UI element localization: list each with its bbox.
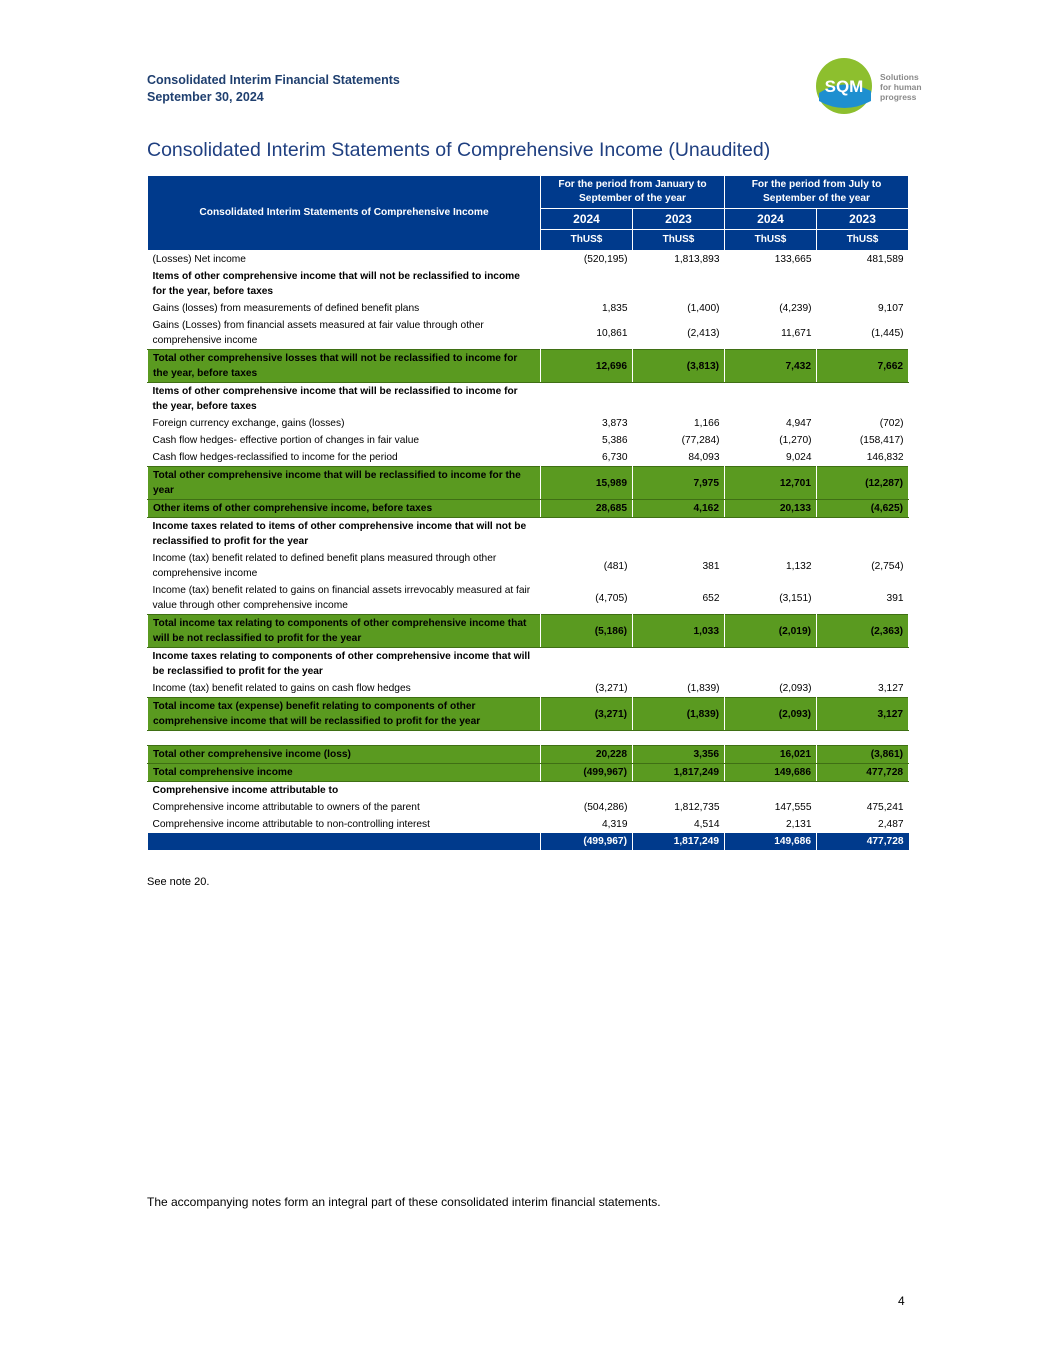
tagline-3: progress bbox=[880, 92, 917, 102]
cell-value: 4,162 bbox=[633, 500, 725, 518]
cell-value: 391 bbox=[886, 592, 904, 604]
cell-value: 11,671 bbox=[781, 327, 812, 339]
cell-value: (4,239) bbox=[779, 303, 812, 314]
cell-value: 1,033 bbox=[633, 615, 725, 648]
period-header-jul-sep: For the period from July to September of the year bbox=[725, 176, 909, 209]
cell-value: (2,363) bbox=[817, 615, 909, 648]
cell-value: 7,975 bbox=[633, 467, 725, 500]
see-note: See note 20. bbox=[147, 876, 210, 888]
row-label: Cash flow hedges-reclassified to income for the period bbox=[152, 452, 398, 463]
cell-value: (3,813) bbox=[633, 350, 725, 383]
row-label: Cash flow hedges- effective portion of changes in fair value bbox=[152, 435, 420, 446]
section-heading-row bbox=[148, 518, 909, 551]
subtotal-row bbox=[148, 615, 909, 648]
cell-value: 3,127 bbox=[817, 698, 909, 731]
cell-value: (2,754) bbox=[871, 560, 904, 572]
cell-value: 15,989 bbox=[541, 467, 633, 500]
cell-value: (158,417) bbox=[859, 435, 904, 446]
cell-value: 149,686 bbox=[725, 833, 817, 850]
cell-value: 1,166 bbox=[694, 418, 720, 429]
cell-value: 84,093 bbox=[688, 452, 720, 463]
cell-value: (77,284) bbox=[681, 435, 720, 446]
row-label: Total other comprehensive losses that will not be reclassified to income for the year, before taxes bbox=[148, 350, 541, 383]
cell-value: 20,133 bbox=[725, 500, 817, 518]
cell-value: (520,195) bbox=[583, 254, 628, 265]
cell-value: (1,839) bbox=[633, 698, 725, 731]
cell-value: (5,186) bbox=[541, 615, 633, 648]
header-line-2: September 30, 2024 bbox=[147, 90, 264, 104]
cell-value: (2,093) bbox=[779, 683, 812, 694]
grand-total-row bbox=[148, 833, 909, 850]
cell-value: 10,861 bbox=[596, 327, 628, 339]
table-row bbox=[148, 550, 909, 582]
subtotal-row bbox=[148, 467, 909, 500]
cell-value: 2,131 bbox=[786, 819, 812, 830]
cell-value: 1,817,249 bbox=[633, 833, 725, 850]
cell-value: 4,319 bbox=[602, 819, 628, 830]
total-row bbox=[148, 764, 909, 782]
cell-value: 1,132 bbox=[786, 560, 812, 572]
subtotal-row bbox=[148, 698, 909, 731]
logo-text: SQM bbox=[824, 77, 864, 96]
year-header: 2023 bbox=[817, 209, 909, 230]
row-label: Total comprehensive income bbox=[148, 764, 541, 782]
document-header bbox=[147, 72, 400, 106]
row-label: (Losses) Net income bbox=[152, 254, 246, 265]
unit-header: ThUS$ bbox=[817, 230, 909, 251]
cell-value: 3,356 bbox=[633, 746, 725, 764]
spacer-row bbox=[148, 731, 909, 746]
total-row bbox=[148, 746, 909, 764]
cell-value: (504,286) bbox=[583, 802, 628, 813]
cell-value: (2,413) bbox=[687, 327, 720, 339]
cell-value: 28,685 bbox=[541, 500, 633, 518]
row-label: Comprehensive income attributable to non-controlling interest bbox=[152, 819, 430, 830]
table-row bbox=[148, 582, 909, 615]
cell-value: (3,861) bbox=[817, 746, 909, 764]
cell-value: (4,625) bbox=[817, 500, 909, 518]
comprehensive-income-table bbox=[147, 175, 909, 850]
cell-value: 481,589 bbox=[866, 254, 904, 265]
row-label: Gains (losses) from measurements of defined benefit plans bbox=[152, 303, 420, 314]
cell-value: 381 bbox=[702, 560, 720, 572]
cell-value: 1,817,249 bbox=[633, 764, 725, 782]
tagline-1: Solutions bbox=[880, 72, 919, 82]
year-header: 2024 bbox=[541, 209, 633, 230]
tagline-2: for human bbox=[880, 82, 922, 92]
cell-value: 1,812,735 bbox=[674, 802, 720, 813]
cell-value: (2,019) bbox=[725, 615, 817, 648]
table-row bbox=[148, 300, 909, 317]
cell-value: (3,271) bbox=[541, 698, 633, 731]
row-label: Total income tax (expense) benefit relating to components of other comprehensive income that will be reclassified to profit for the year bbox=[148, 698, 541, 731]
cell-value: (4,705) bbox=[595, 592, 628, 604]
table-row bbox=[148, 415, 909, 432]
row-label: Income (tax) benefit related to gains on cash flow hedges bbox=[152, 683, 411, 694]
cell-value: 12,696 bbox=[541, 350, 633, 383]
cell-value: (3,151) bbox=[779, 592, 812, 604]
row-label: Total other comprehensive income (loss) bbox=[148, 746, 541, 764]
year-header: 2024 bbox=[725, 209, 817, 230]
table-row bbox=[148, 816, 909, 833]
cell-value: (1,400) bbox=[687, 303, 720, 314]
cell-value: 9,107 bbox=[878, 303, 904, 314]
row-label: Income taxes relating to components of other comprehensive income that will be reclassified to profit for the year bbox=[152, 651, 531, 677]
row-label: Total other comprehensive income that will be reclassified to income for the year bbox=[148, 467, 541, 500]
page-title: Consolidated Interim Statements of Comprehensive Income (Unaudited) bbox=[147, 139, 771, 161]
cell-value: 4,514 bbox=[694, 819, 720, 830]
unit-header: ThUS$ bbox=[633, 230, 725, 251]
table-row bbox=[148, 317, 909, 350]
cell-value: (1,270) bbox=[779, 435, 812, 446]
cell-value: 6,730 bbox=[602, 452, 628, 463]
row-label: Total income tax relating to components of other comprehensive income that will be not reclassified to profit for the year bbox=[148, 615, 541, 648]
row-label: Items of other comprehensive income that will be reclassified to income for the year, before taxes bbox=[152, 386, 518, 412]
row-label: Foreign currency exchange, gains (losses) bbox=[152, 418, 345, 429]
cell-value: 20,228 bbox=[541, 746, 633, 764]
row-label: Gains (Losses) from financial assets measured at fair value through other comprehensive income bbox=[152, 320, 484, 346]
cell-value: 4,947 bbox=[786, 418, 812, 429]
cell-value: 3,873 bbox=[602, 418, 628, 429]
cell-value: (499,967) bbox=[541, 764, 633, 782]
subtotal-row bbox=[148, 350, 909, 383]
cell-value: 2,487 bbox=[878, 819, 904, 830]
subtotal-row bbox=[148, 500, 909, 518]
section-heading-row bbox=[148, 782, 909, 800]
cell-value: 149,686 bbox=[725, 764, 817, 782]
cell-value: 7,662 bbox=[817, 350, 909, 383]
cell-value: 7,432 bbox=[725, 350, 817, 383]
cell-value: 475,241 bbox=[866, 802, 904, 813]
row-label: Comprehensive income attributable to bbox=[152, 785, 339, 796]
table-row bbox=[148, 680, 909, 698]
row-label: Other items of other comprehensive income, before taxes bbox=[148, 500, 541, 518]
logo-tagline bbox=[880, 72, 940, 102]
cell-value: 133,665 bbox=[774, 254, 812, 265]
table-row bbox=[148, 799, 909, 816]
cell-value: 146,832 bbox=[866, 452, 904, 463]
cell-value: 3,127 bbox=[878, 683, 904, 694]
cell-value: (1,839) bbox=[687, 683, 720, 694]
cell-value: (1,445) bbox=[871, 327, 904, 339]
section-heading-row bbox=[148, 268, 909, 300]
year-header: 2023 bbox=[633, 209, 725, 230]
unit-header: ThUS$ bbox=[725, 230, 817, 251]
period-header-jan-sep: For the period from January to September of the year bbox=[541, 176, 725, 209]
table-row bbox=[148, 432, 909, 449]
cell-value: (481) bbox=[603, 560, 628, 572]
cell-value: 652 bbox=[702, 592, 720, 604]
row-label: Items of other comprehensive income that will not be reclassified to income for the year, before taxes bbox=[152, 271, 520, 297]
header-line-1: Consolidated Interim Financial Statements bbox=[147, 73, 400, 87]
cell-value: 1,835 bbox=[602, 303, 628, 314]
row-label: Income (tax) benefit related to defined benefit plans measured through other comprehensive income bbox=[152, 553, 497, 579]
footer-note: The accompanying notes form an integral part of these consolidated interim financial statements. bbox=[147, 1195, 661, 1209]
cell-value: 1,813,893 bbox=[674, 254, 720, 265]
cell-value: 147,555 bbox=[774, 802, 812, 813]
cell-value: (499,967) bbox=[541, 833, 633, 850]
table-row bbox=[148, 251, 909, 269]
table-corner-header: Consolidated Interim Statements of Comprehensive Income bbox=[148, 176, 541, 251]
cell-value: 12,701 bbox=[725, 467, 817, 500]
cell-value: 477,728 bbox=[817, 833, 909, 850]
table-row bbox=[148, 449, 909, 467]
unit-header: ThUS$ bbox=[541, 230, 633, 251]
cell-value: 9,024 bbox=[786, 452, 812, 463]
section-heading-row bbox=[148, 648, 909, 681]
cell-value: 16,021 bbox=[725, 746, 817, 764]
page-number: 4 bbox=[898, 1294, 905, 1308]
row-label: Income taxes related to items of other comprehensive income that will not be reclassified to profit for the year bbox=[152, 521, 527, 547]
row-label bbox=[148, 833, 541, 850]
cell-value: (702) bbox=[879, 418, 904, 429]
section-heading-row bbox=[148, 383, 909, 416]
row-label: Income (tax) benefit related to gains on financial assets irrevocably measured at fair value through other comprehensive income bbox=[152, 585, 531, 611]
cell-value: 477,728 bbox=[817, 764, 909, 782]
cell-value: (12,287) bbox=[817, 467, 909, 500]
cell-value: 5,386 bbox=[602, 435, 628, 446]
row-label: Comprehensive income attributable to owners of the parent bbox=[152, 802, 420, 813]
cell-value: (2,093) bbox=[725, 698, 817, 731]
cell-value: (3,271) bbox=[595, 683, 628, 694]
